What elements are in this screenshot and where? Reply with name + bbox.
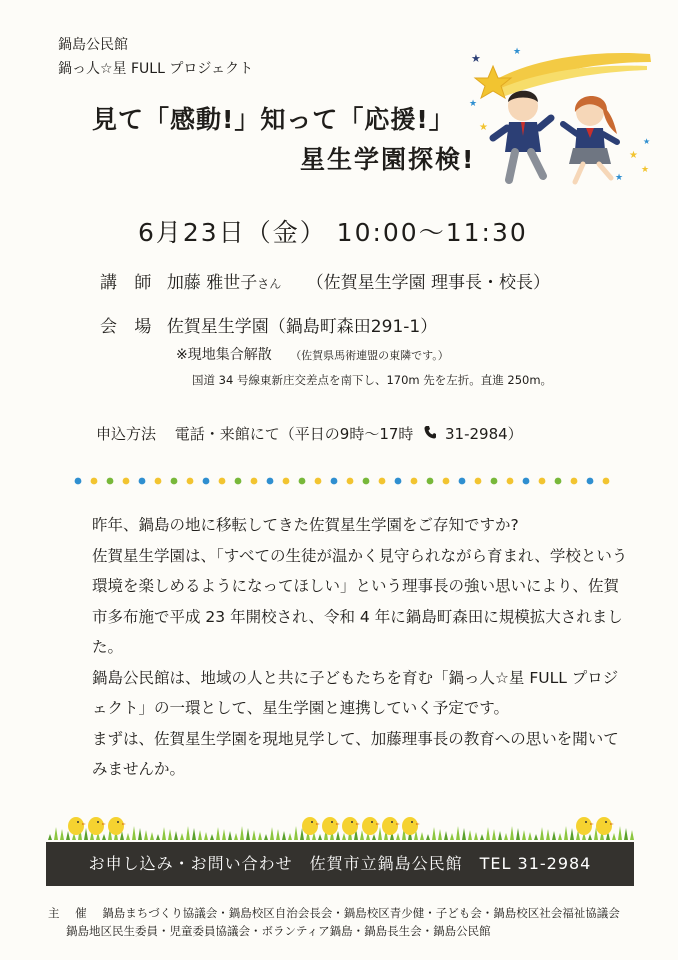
divider-dot — [283, 478, 290, 485]
divider-dot — [107, 478, 114, 485]
svg-text:★: ★ — [479, 122, 488, 133]
grass-blade — [270, 827, 274, 840]
chick-icon — [302, 817, 320, 835]
venue-text: 佐賀星生学園（鍋島町森田291-1） — [166, 317, 438, 337]
grass-blade — [522, 830, 526, 840]
grass-blade — [618, 826, 622, 840]
divider-dot — [123, 478, 130, 485]
divider-dot — [379, 478, 386, 485]
grass-blade — [174, 831, 178, 840]
grass-blade — [186, 826, 190, 840]
svg-text:★: ★ — [641, 165, 650, 175]
divider-dot — [139, 478, 146, 485]
apply-row — [96, 423, 523, 444]
chick-icon — [68, 817, 86, 835]
grass-blade — [462, 828, 466, 840]
grass-blade — [372, 834, 376, 840]
grass-blade — [234, 833, 238, 840]
svg-text:★: ★ — [643, 137, 651, 146]
grass-blade — [570, 828, 574, 840]
chick-icon — [342, 817, 360, 835]
grass-blade — [162, 827, 166, 840]
grass-blade — [102, 834, 106, 840]
meet-note: ※現地集合解散 — [176, 347, 272, 363]
grass-blade — [84, 828, 88, 840]
divider-dot — [363, 478, 370, 485]
grass-blade — [168, 829, 172, 840]
lecturer-affiliation: （佐賀星生学園 理事長・校長） — [306, 273, 551, 293]
body-text — [92, 510, 632, 785]
grass-blade — [198, 830, 202, 840]
divider-dot — [347, 478, 354, 485]
grass-blade — [378, 827, 382, 840]
divider-dot — [155, 478, 162, 485]
grass-blade — [240, 826, 244, 840]
svg-text:★: ★ — [629, 150, 638, 161]
divider-dot — [507, 478, 514, 485]
grass-blade — [360, 830, 364, 840]
grass-blade — [468, 830, 472, 840]
grass-blade — [342, 833, 346, 840]
grass-blade — [426, 834, 430, 840]
event-datetime: 6月23日（金） 10:00～11:30 — [138, 218, 528, 247]
lecturer-label: 講 師 — [100, 273, 158, 293]
project-name: 鍋っ人☆星 FULL プロジェクト — [58, 61, 254, 77]
grass-blade — [48, 834, 52, 840]
students-shooting-star-illustration — [465, 40, 655, 190]
grass-blade — [498, 831, 502, 840]
grass-blade — [294, 826, 298, 840]
grass-blade — [252, 830, 256, 840]
sponsor-line-1: 鍋島まちづくり協議会・鍋島校区自治会長会・鍋島校区青少健・子ども会・鍋島校区社会福祉協議会 — [102, 906, 620, 920]
grass-blade — [486, 827, 490, 840]
body-paragraph-1: 昨年、鍋島の地に移転してきた佐賀星生学園をご存知ですか? — [92, 516, 519, 534]
grass-blade — [288, 833, 292, 840]
chick-icon — [108, 817, 126, 835]
grass-blade — [132, 826, 136, 840]
grass-blade — [492, 829, 496, 840]
grass-blade — [228, 831, 232, 840]
grass-blade — [210, 834, 214, 840]
grass-blade — [480, 834, 484, 840]
apply-text: 電話・来館にて（平日の9時～17時 — [174, 425, 414, 443]
body-paragraph-2: 佐賀星生学園は、「すべての生徒が温かく見守られながら育まれ、学校という環境を楽しめるようになってほしい」という理事長の強い思いにより、佐賀市多布施で平成 23 年開校され、令和 4 年に鍋島町森田に規模拡大されました。 — [92, 546, 628, 656]
venue-row — [100, 312, 437, 337]
divider-dot — [187, 478, 194, 485]
divider-dot — [315, 478, 322, 485]
svg-text:★: ★ — [615, 173, 624, 183]
dotted-divider — [70, 474, 620, 488]
phone-icon — [424, 425, 436, 443]
grass-blade — [126, 833, 130, 840]
grass-blade — [420, 832, 424, 840]
divider-dot — [427, 478, 434, 485]
divider-dot — [203, 478, 210, 485]
grass-blade — [546, 829, 550, 840]
chick-icon — [576, 817, 594, 835]
grass-blade — [552, 831, 556, 840]
grass-blade — [450, 833, 454, 840]
grass-blade — [588, 834, 592, 840]
grass-blade — [276, 829, 280, 840]
grass-blade — [144, 830, 148, 840]
chick-icon — [88, 817, 106, 835]
sponsor-label: 主 催 — [48, 906, 93, 920]
grass-blade — [516, 828, 520, 840]
route-directions: 国道 34 号線東新庄交差点を南下し、170m 先を左折。直進 250m。 — [192, 373, 553, 387]
grass-blade — [504, 833, 508, 840]
divider-dot — [91, 478, 98, 485]
chick-icon — [382, 817, 400, 835]
org-name: 鍋島公民館 — [58, 37, 128, 53]
meet-sub-note: （佐賀県馬術連盟の東隣です。） — [290, 349, 449, 362]
divider-dot — [411, 478, 418, 485]
grass-blade — [612, 833, 616, 840]
sponsor-line-2: 鍋島地区民生委員・児童委員協議会・ボランティア鍋島・鍋島長生会・鍋島公民館 — [66, 924, 491, 938]
svg-text:★: ★ — [471, 52, 481, 65]
grass-blade — [138, 828, 142, 840]
chick-icon — [596, 817, 614, 835]
divider-dot — [491, 478, 498, 485]
divider-dot — [267, 478, 274, 485]
body-paragraph-3: 鍋島公民館は、地域の人と共に子どもたちを育む「鍋っ人☆星 FULL プロジェクト」の一環として、星生学園と連携していく予定です。 — [92, 668, 619, 717]
grass-blade — [510, 826, 514, 840]
lecturer-row — [100, 268, 550, 293]
grass-blade — [396, 833, 400, 840]
grass-blade — [258, 832, 262, 840]
grass-blade — [474, 832, 478, 840]
divider-dot — [459, 478, 466, 485]
svg-text:★: ★ — [469, 99, 478, 109]
venue-label: 会 場 — [100, 317, 158, 337]
title-line-1: 見て「感動!」知って「応援!」 — [92, 105, 455, 134]
contact-bar: お申し込み・お問い合わせ 佐賀市立鍋島公民館 TEL 31-2984 — [46, 842, 634, 886]
divider-dot — [523, 478, 530, 485]
divider-dot — [539, 478, 546, 485]
grass-blade — [156, 834, 160, 840]
body-paragraph-4: まずは、佐賀星生学園を現地見学して、加藤理事長の教育への思いを聞いてみませんか。 — [92, 729, 619, 778]
chick-icon — [362, 817, 380, 835]
svg-text:★: ★ — [513, 47, 522, 57]
grass-blade — [192, 828, 196, 840]
divider-dot — [171, 478, 178, 485]
grass-blade — [624, 828, 628, 840]
grass-blade — [150, 832, 154, 840]
divider-dot — [251, 478, 258, 485]
grass-blade — [534, 834, 538, 840]
divider-dot — [475, 478, 482, 485]
grass-chicks-decoration — [48, 808, 634, 840]
grass-blade — [222, 829, 226, 840]
divider-dot — [75, 478, 82, 485]
divider-dot — [587, 478, 594, 485]
grass-blade — [564, 826, 568, 840]
grass-blade — [180, 833, 184, 840]
apply-phone: 31-2984） — [445, 425, 523, 443]
sponsor-row-1 — [48, 905, 620, 921]
divider-dot — [603, 478, 610, 485]
grass-blade — [204, 832, 208, 840]
divider-dot — [299, 478, 306, 485]
grass-blade — [540, 827, 544, 840]
divider-dot — [219, 478, 226, 485]
divider-dot — [571, 478, 578, 485]
grass-blade — [264, 834, 268, 840]
grass-blade — [246, 828, 250, 840]
grass-blade — [528, 832, 532, 840]
divider-dot — [331, 478, 338, 485]
divider-dot — [235, 478, 242, 485]
grass-blade — [444, 831, 448, 840]
grass-blade — [336, 831, 340, 840]
grass-blade — [432, 827, 436, 840]
grass-blade — [66, 831, 70, 840]
grass-blade — [630, 830, 634, 840]
grass-blade — [456, 826, 460, 840]
lecturer-name: 加藤 雅世子 — [166, 273, 258, 293]
divider-dot — [555, 478, 562, 485]
chick-icon — [322, 817, 340, 835]
grass-blade — [438, 829, 442, 840]
grass-blade — [318, 834, 322, 840]
meet-note-row — [176, 344, 449, 364]
divider-dot — [443, 478, 450, 485]
apply-label: 申込方法 — [96, 425, 157, 443]
chick-icon — [402, 817, 420, 835]
grass-blade — [54, 827, 58, 840]
title-line-2: 星生学園探検! — [300, 145, 476, 174]
grass-blade — [216, 827, 220, 840]
lecturer-honorific: さん — [257, 277, 282, 291]
divider-dot — [395, 478, 402, 485]
grass-blade — [282, 831, 286, 840]
grass-blade — [60, 829, 64, 840]
grass-blade — [558, 833, 562, 840]
